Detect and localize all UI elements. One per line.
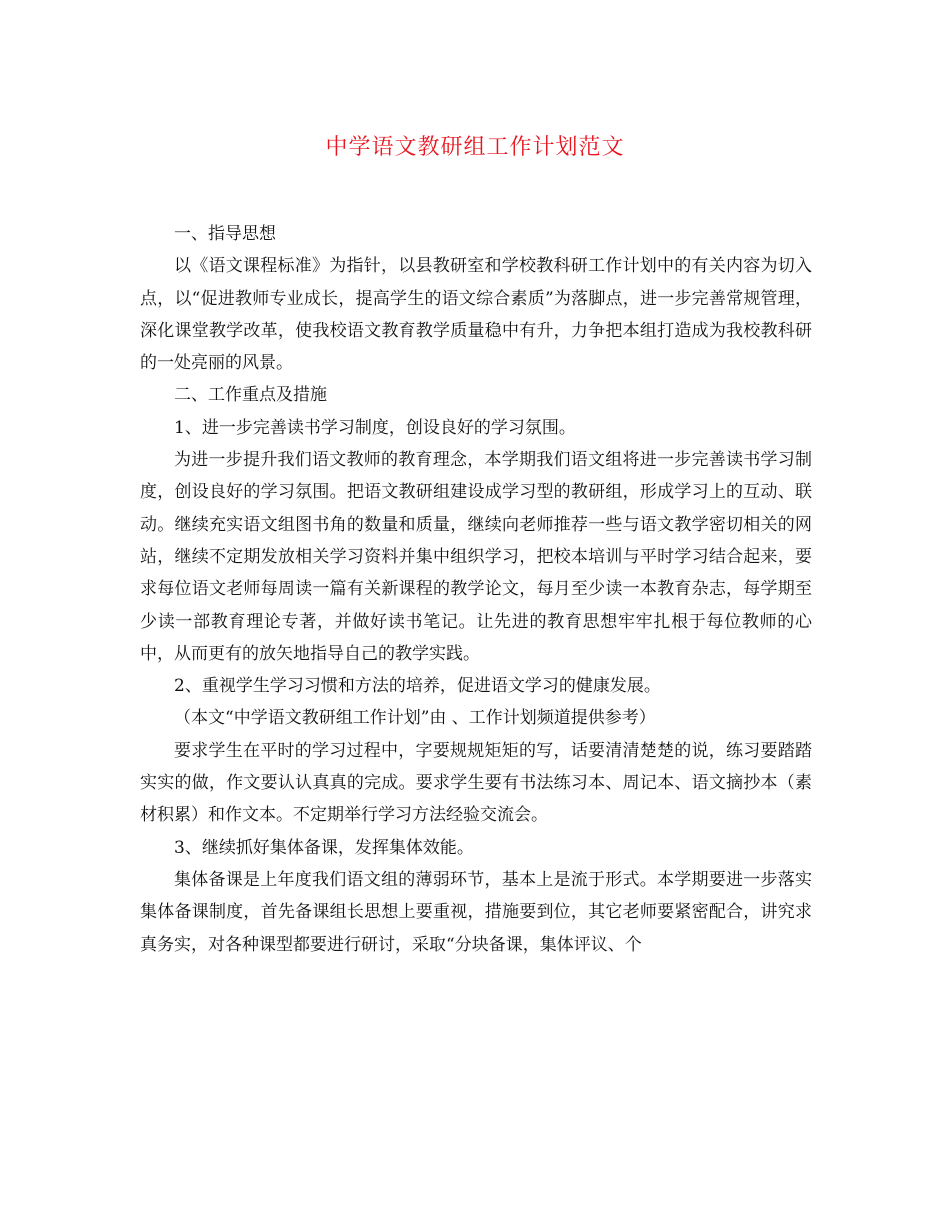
paragraph-reading-system: 为进一步提升我们语文教师的教育理念，本学期我们语文组将进一步完善读书学习制度，创设良好的学习氛围。把语文教研组建设成学习型的教研组，形成学习上的互动、联动。继续充实语文组图书角的数量和质量，继续向老师推荐一些与语文教学密切相关的网站，继续不定期发放相关学习资料并集中组织学习，把校本培训与平时学习结合起来，要求每位语文老师每周读一篇有关新课程的教学论文，每月至少读一本教育杂志，每学期至少读一部教育理论专著，并做好读书笔记。让先进的教育思想牢牢扎根于每位教师的心中，从而更有的放矢地指导自己的教学实践。 bbox=[140, 450, 812, 664]
subheading-reading-system: 1、进一步完善读书学习制度，创设良好的学习氛围。 bbox=[174, 417, 576, 438]
paragraph-guiding-ideology: 以《语文课程标准》为指针，以县教研室和学校教科研工作计划中的有关内容为切入点，以“促进教师专业成长，提高学生的语文综合素质”为落脚点，进一步完善常规管理，深化课堂教学改革，使我校语文教育教学质量稳中有升，力争把本组打造成为我校教科研的一处亮丽的风景。 bbox=[140, 256, 812, 374]
document-title: 中学语文教研组工作计划范文 bbox=[325, 135, 625, 160]
document-body bbox=[140, 218, 812, 961]
source-note: （本文“中学语文教研组工作计划”由 、工作计划频道提供参考） bbox=[174, 708, 656, 729]
heading-guiding-ideology: 一、指导思想 bbox=[174, 224, 276, 244]
subheading-study-habits: 2、重视学生学习习惯和方法的培养，促进语文学习的健康发展。 bbox=[174, 676, 661, 697]
paragraph-study-habits: 要求学生在平时的学习过程中，字要规规矩矩的写，话要清清楚楚的说，练习要踏踏实实的做，作文要认认真真的完成。要求学生要有书法练习本、周记本、语文摘抄本（素材积累）和作文本。不定期举行学习方法经验交流会。 bbox=[140, 740, 812, 826]
paragraph-collective-lesson-prep: 集体备课是上年度我们语文组的薄弱环节，基本上是流于形式。本学期要进一步落实集体备课制度，首先备课组长思想上要重视，措施要到位，其它老师要紧密配合，讲究求真务实，对各种课型都要进行研讨，采取“分块备课，集体评议、个 bbox=[140, 869, 812, 955]
heading-key-work-measures: 二、工作重点及措施 bbox=[174, 385, 327, 406]
subheading-collective-lesson-prep: 3、继续抓好集体备课，发挥集体效能。 bbox=[174, 837, 474, 858]
